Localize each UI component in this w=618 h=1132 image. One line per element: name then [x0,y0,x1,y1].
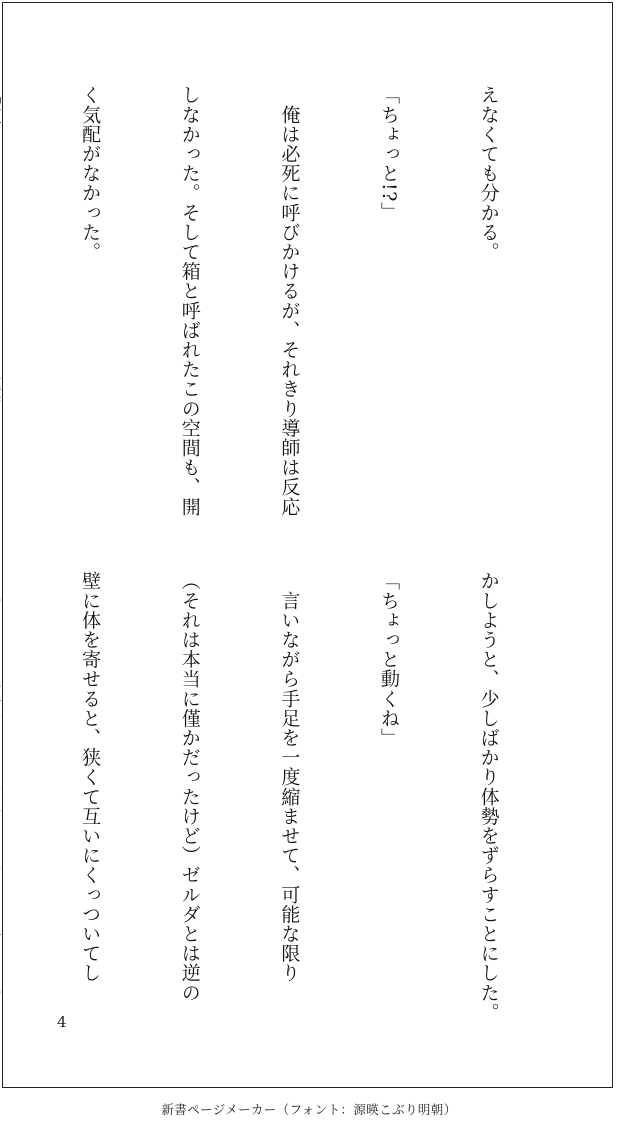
text-line: 「ちょっと!?」 [377,85,400,222]
text-line: 俺は必死に呼びかけるが、それきり導師は反応 [278,85,301,517]
book-page [2,2,613,1088]
page-number: 4 [57,1013,67,1031]
text-line [0,85,7,545]
text-line: 「ちょっと動くね」 [377,571,400,748]
lower-text-block [41,571,571,1022]
text-line [0,571,7,1011]
text-line: （それは本当に僅かだったけど）ゼルダとは逆の [178,571,201,1003]
upper-text-block [41,85,571,545]
text-line: 壁に体を寄せると、狭くて互いにくっついてし [79,571,102,983]
text-line: かしようと、少しばかり体勢をずらすことにした。 [477,571,500,1022]
text-line: えなくても分かる。 [477,85,500,262]
footer-credit: 新書ページメーカー（フォント：源暎こぶり明朝） [161,1102,457,1117]
text-line: く気配がなかった。 [79,85,102,262]
text-line: しなかった。そして箱と呼ばれたこの空間も、開 [178,85,201,517]
text-line: 言いながら手足を一度縮ませて、可能な限り [278,571,301,983]
